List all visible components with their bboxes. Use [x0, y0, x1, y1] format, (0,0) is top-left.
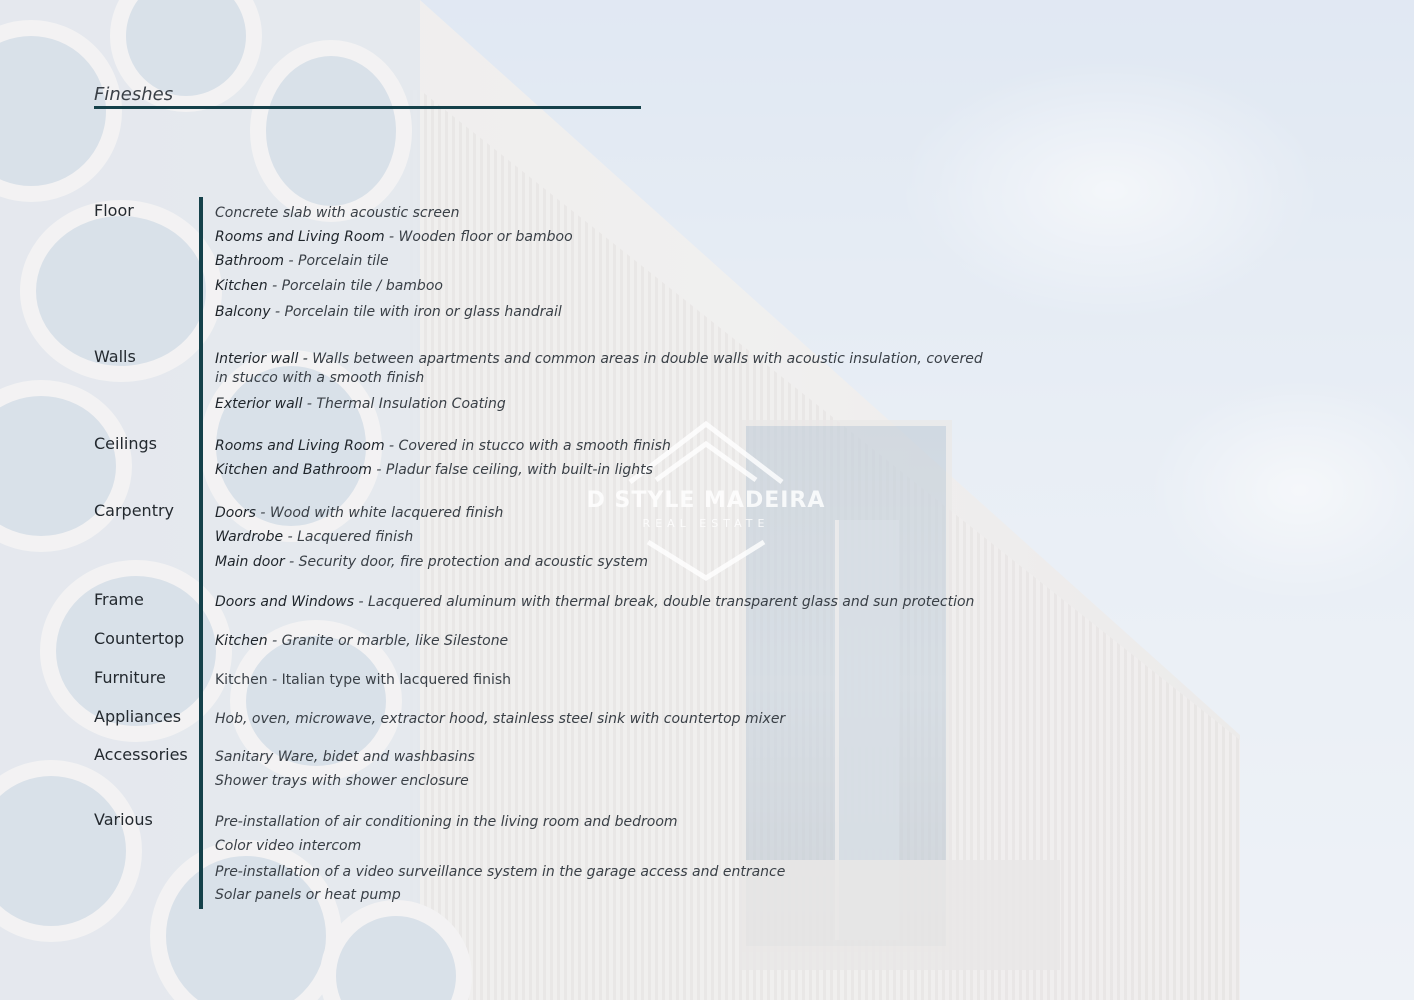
spec-item — [215, 814, 678, 830]
category-appliances: Appliances — [94, 707, 182, 726]
spec-text: - Covered in stucco with a smooth finish — [384, 438, 671, 454]
spec-item — [215, 505, 503, 521]
spec-item — [215, 594, 974, 610]
spec-text: - Lacquered finish — [283, 529, 414, 545]
category-frame: Frame — [94, 590, 144, 609]
spec-text: - Thermal Insulation Coating — [302, 396, 506, 412]
category-walls: Walls — [94, 347, 136, 366]
spec-text: - Wooden floor or bamboo — [384, 229, 573, 245]
category-ceilings: Ceilings — [94, 434, 157, 453]
spec-text: Color video intercom — [215, 838, 362, 854]
spec-text: Hob, oven, microwave, extractor hood, stainless steel sink with countertop mixer — [215, 711, 786, 727]
spec-key: Kitchen — [215, 633, 268, 649]
spec-key: Doors and Windows — [215, 594, 355, 610]
spec-key: Interior wall - — [215, 351, 313, 367]
spec-item — [215, 438, 671, 454]
spec-item — [215, 672, 511, 688]
category-floor: Floor — [94, 201, 134, 220]
spec-item — [215, 749, 475, 765]
spec-key: Balcony — [215, 304, 271, 320]
spec-item — [215, 229, 573, 245]
category-countertop: Countertop — [94, 629, 185, 648]
spec-item — [215, 205, 459, 221]
spec-text: - Porcelain tile / bamboo — [267, 278, 443, 294]
spec-key: Exterior wall — [215, 396, 303, 412]
spec-key: Rooms and Living Room — [215, 229, 385, 245]
spec-key: Doors — [215, 505, 256, 521]
category-various: Various — [94, 810, 153, 829]
category-carpentry: Carpentry — [94, 501, 175, 520]
spec-text: Pre-installation of air conditioning in the living room and bedroom — [215, 814, 678, 830]
spec-text: - Lacquered aluminum with thermal break, double transparent glass and sun protection — [354, 594, 975, 610]
spec-text: - Security door, fire protection and acoustic system — [284, 554, 649, 570]
spec-text: Sanitary Ware, bidet and washbasins — [215, 749, 475, 765]
spec-text: - Pladur false ceiling, with built-in lights — [371, 462, 653, 478]
spec-key: Kitchen — [215, 278, 268, 294]
category-furniture: Furniture — [94, 668, 166, 687]
spec-item — [215, 529, 413, 545]
spec-text: - Wood with white lacquered finish — [255, 505, 504, 521]
spec-item — [215, 462, 653, 478]
spec-item — [215, 864, 785, 880]
spec-key: Rooms and Living Room — [215, 438, 385, 454]
spec-item — [215, 554, 648, 570]
spec-text: Solar panels or heat pump — [215, 887, 401, 903]
spec-item — [215, 773, 469, 789]
spec-text: Walls between apartments and common areas in double walls with acoustic insulation, covered in stucco with a smooth finish — [215, 351, 983, 386]
spec-item — [215, 887, 401, 903]
spec-text: - Granite or marble, like Silestone — [267, 633, 509, 649]
spec-item — [215, 633, 508, 649]
spec-key: Kitchen and Bathroom — [215, 462, 372, 478]
spec-key: Bathroom — [215, 253, 285, 269]
spec-text: Concrete slab with acoustic screen — [215, 205, 460, 221]
title-underline — [94, 106, 641, 109]
spec-key: Wardrobe — [215, 529, 284, 545]
watermark-subtitle: REAL ESTATE — [642, 517, 770, 530]
spec-text: Shower trays with shower enclosure — [215, 773, 469, 789]
spec-item — [215, 396, 506, 412]
spec-item — [215, 278, 443, 294]
spec-text: Kitchen - Italian type with lacquered finish — [215, 672, 512, 688]
spec-text: - Porcelain tile — [284, 253, 389, 269]
spec-text: Pre-installation of a video surveillance system in the garage access and entrance — [215, 864, 786, 880]
spec-item — [215, 253, 389, 269]
spec-item — [215, 350, 995, 388]
page-title: Fineshes — [94, 84, 174, 105]
watermark-name: D STYLE MADEIRA — [586, 488, 826, 513]
category-accessories: Accessories — [94, 745, 188, 764]
spec-item — [215, 711, 785, 727]
spec-item — [215, 304, 562, 320]
spec-text: - Porcelain tile with iron or glass handrail — [270, 304, 562, 320]
spec-key: Main door — [215, 554, 285, 570]
spec-item — [215, 838, 361, 854]
section-divider-bar — [199, 197, 203, 909]
